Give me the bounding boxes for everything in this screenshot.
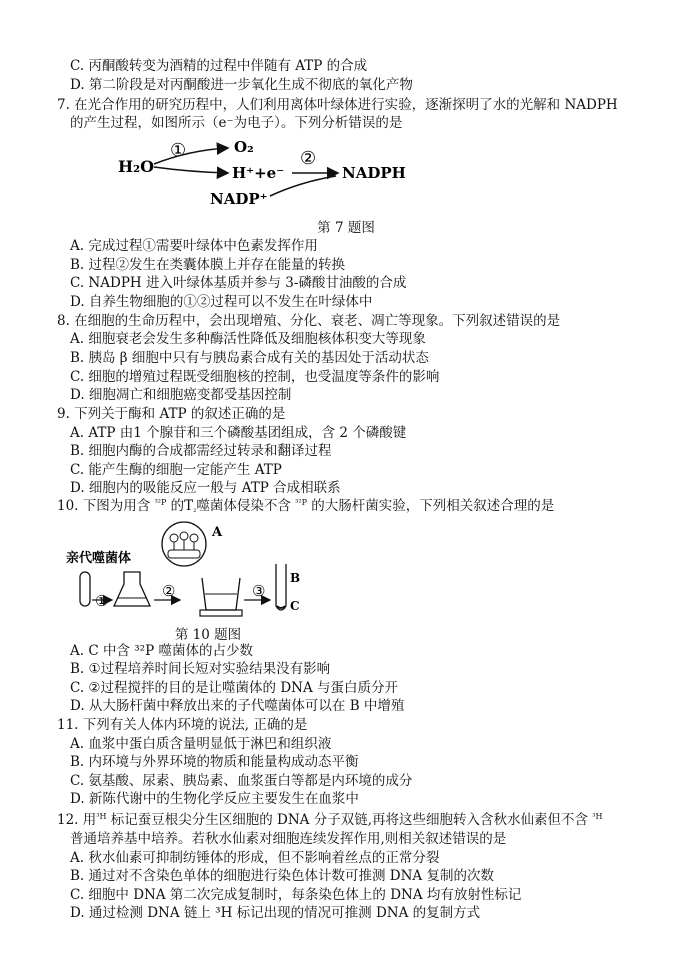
figure-10-caption: 第 10 题图 (174, 627, 242, 643)
q12-stem-prefix: 12. 用 (57, 812, 97, 828)
text-line-l23: D. 从大肠杆菌中释放出来的子代噬菌体可以在 B 中增殖 (70, 698, 405, 714)
fig10-label-b: B (290, 571, 301, 585)
h2o-label: H₂O (118, 157, 155, 176)
text-line-l21: B. ①过程培养时间长短对实验结果没有影响 (70, 661, 331, 677)
figure-7-caption: 第 7 题图 (317, 220, 375, 236)
fig10-step-2: ② (162, 582, 176, 600)
q10-stem-mid2: 噬菌体侵染不含 (196, 498, 296, 514)
text-line-l9: 8. 在细胞的生命历程中，会出现增殖、分化、衰老、凋亡等现象。下列叙述错误的是 (57, 313, 561, 329)
text-line-l6: B. 过程②发生在类囊体膜上并存在能量的转换 (70, 257, 346, 273)
figure-10-diagram (62, 520, 332, 620)
nadph-label: NADPH (342, 164, 406, 182)
figure-7-diagram (110, 136, 440, 212)
phage-tails (174, 540, 194, 550)
q12-stem (57, 811, 602, 829)
text-line-l3: 7. 在光合作用的研究历程中，人们利用离体叶绿体进行实验，逐渐探明了水的光解和 NADPH (57, 97, 618, 113)
q10-stem-mid1: 的T (166, 498, 194, 514)
fig10-step-3: ③ (252, 582, 266, 600)
text-line-l20: A. C 中含 ³²P 噬菌体的占少数 (70, 643, 253, 659)
q12-isotope-b: ³H (592, 812, 603, 821)
q12-stem-mid: 标记蚕豆根尖分生区细胞的 DNA 分子双链,再将这些细胞转入含秋水仙素但不含 (106, 812, 593, 828)
phage-head-2 (180, 532, 188, 540)
text-line-l14: 9. 下列关于酶和 ATP 的叙述正确的是 (57, 406, 286, 422)
text-line-l33: C. 细胞中 DNA 第二次完成复制时，每条染色体上的 DNA 均有放射性标记 (70, 887, 522, 903)
centrifuge-tube (276, 564, 286, 610)
q10-subscript: ₂ (193, 505, 197, 514)
text-line-l13: D. 细胞凋亡和细胞癌变都受基因控制 (70, 387, 292, 403)
q10-stem-suffix: 的大肠杆菌实验，下列相关叙述合理的是 (306, 498, 555, 514)
q12-isotope-a: ³H (96, 812, 107, 821)
phage-head-1 (170, 534, 178, 542)
text-line-l34: D. 通过检测 DNA 链上 ³H 标记出现的情况可推测 DNA 的复制方式 (70, 905, 481, 921)
arrow-to-o2 (154, 148, 228, 164)
text-line-l15: A. ATP 由1 个腺苷和三个磷酸基团组成，含 2 个磷酸键 (70, 425, 407, 441)
text-line-l17: C. 能产生酶的细胞一定能产生 ATP (70, 462, 282, 478)
text-line-l10: A. 细胞衰老会发生多种酶活性降低及细胞核体积变大等现象 (70, 331, 426, 347)
text-line-l32: B. 通过对不含染色单体的细胞进行染色体计数可推测 DNA 复制的次数 (70, 868, 494, 884)
text-line-l1: C. 丙酮酸转变为酒精的过程中伴随有 ATP 的合成 (70, 58, 368, 74)
bacterium-surface (168, 550, 200, 558)
phage-head-3 (190, 534, 198, 542)
text-line-l7: C. NADPH 进入叶绿体基质并参与 3-磷酸甘油酸的合成 (70, 275, 407, 291)
text-line-l4: 的产生过程，如图所示（e⁻为电子）。下列分析错误的是 (70, 115, 403, 131)
o2-label: O₂ (234, 138, 254, 156)
text-line-l22: C. ②过程搅拌的目的是让噬菌体的 DNA 与蛋白质分开 (70, 680, 399, 696)
step-1-label: ① (170, 140, 187, 161)
nadp-label: NADP⁺ (210, 190, 268, 208)
text-line-l27: C. 氨基酸、尿素、胰岛素、血浆蛋白等都是内环境的成分 (70, 773, 413, 789)
text-line-l12: C. 细胞的增殖过程既受细胞核的控制，也受温度等条件的影响 (70, 369, 440, 385)
culture-flask (114, 572, 150, 606)
fig10-label-c: C (290, 599, 300, 613)
text-line-l11: B. 胰岛 β 细胞中只有与胰岛素合成有关的基因处于活动状态 (70, 350, 429, 366)
q10-isotope-a: ³²P (154, 498, 167, 507)
q10-stem (57, 497, 554, 515)
arrow-to-h-e (154, 167, 228, 173)
text-line-l30: 普通培养基中培养。若秋水仙素对细胞连续发挥作用,则相关叙述错误的是 (70, 831, 507, 847)
text-line-l2: D. 第二阶段是对丙酮酸进一步氧化生成不彻底的氧化产物 (70, 77, 413, 93)
tube-pellet (277, 606, 285, 608)
parent-phage-label: 亲代噬菌体 (66, 551, 132, 566)
step-2-label: ② (300, 148, 317, 169)
phage-test-tube (80, 572, 90, 606)
text-line-l16: B. 细胞内酶的合成都需经过转录和翻译过程 (70, 443, 332, 459)
text-line-l18: D. 细胞内的吸能反应一般与 ATP 合成相联系 (70, 480, 341, 496)
h-e-label: H⁺+e⁻ (232, 164, 285, 182)
text-line-l28: D. 新陈代谢中的生物化学反应主要发生在血浆中 (70, 791, 359, 807)
q10-isotope-b: ³²P (295, 498, 307, 507)
beaker-base (200, 610, 242, 616)
text-line-l5: A. 完成过程①需要叶绿体中色素发挥作用 (70, 238, 318, 254)
text-line-l26: B. 内环境与外界环境的物质和能量构成动态平衡 (70, 754, 359, 770)
q10-stem-prefix: 10. 下图为用含 (57, 498, 155, 514)
text-line-l25: A. 血浆中蛋白质含量明显低于淋巴和组织液 (70, 736, 332, 752)
text-line-l24: 11. 下列有关人体内环境的说法, 正确的是 (57, 717, 308, 733)
fig10-step-1: ① (95, 592, 109, 610)
text-line-l8: D. 自养生物细胞的①②过程可以不发生在叶绿体中 (70, 294, 373, 310)
fig10-label-a: A (212, 525, 223, 540)
text-line-l31: A. 秋水仙素可抑制纺锤体的形成，但不影响着丝点的正常分裂 (70, 850, 440, 866)
